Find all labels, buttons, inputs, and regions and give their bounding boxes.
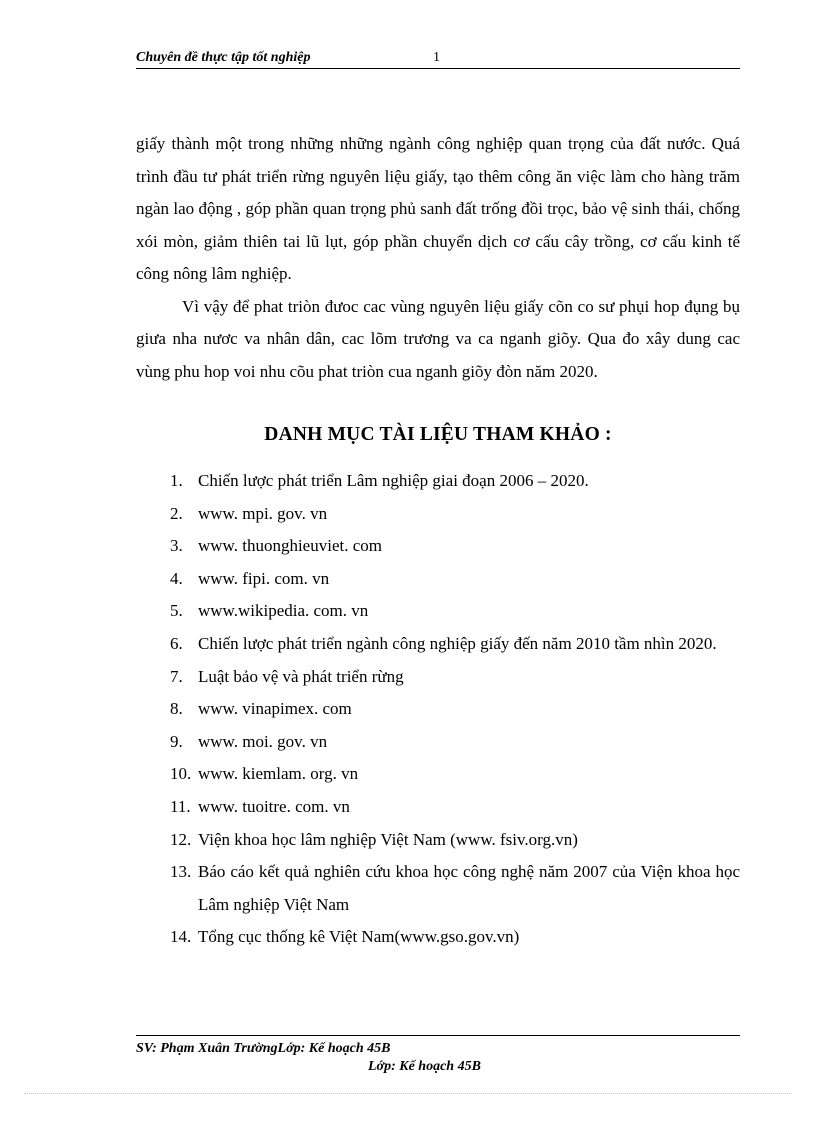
reference-number: 14. bbox=[170, 927, 192, 947]
reference-text: Chiến lược phát triển Lâm nghiệp giai đoạn 2006 – 2020. bbox=[198, 471, 589, 490]
page-footer bbox=[136, 1035, 740, 1074]
reference-text: www. moi. gov. vn bbox=[198, 731, 328, 751]
reference-text: www. vinapimex. com bbox=[198, 699, 352, 719]
reference-item bbox=[170, 498, 740, 531]
reference-number: 10. bbox=[170, 764, 192, 784]
reference-item bbox=[170, 856, 740, 921]
reference-number: 7. bbox=[170, 666, 183, 686]
reference-text: Báo cáo kết quả nghiên cứu khoa học công nghệ năm 2007 của Viện khoa học Lâm nghiệp Việt Nam bbox=[198, 862, 740, 914]
reference-item bbox=[170, 661, 740, 694]
header-title: Chuyên đề thực tập tốt nghiệp bbox=[136, 50, 311, 65]
reference-text: www. fipi. com. vn bbox=[198, 568, 330, 588]
reference-item bbox=[170, 726, 740, 759]
reference-text: Chiến lược phát triển ngành công nghiệp giấy đến năm 2010 tầm nhìn 2020. bbox=[198, 633, 717, 653]
reference-item bbox=[170, 921, 740, 954]
reference-text: www. kiemlam. org. vn bbox=[198, 764, 359, 784]
reference-item bbox=[170, 465, 740, 498]
page-number: 1 bbox=[433, 50, 440, 65]
reference-number: 5. bbox=[170, 601, 183, 621]
reference-text: Tổng cục thống kê Việt Nam(www.gso.gov.vn) bbox=[198, 927, 520, 947]
reference-number: 11. bbox=[170, 796, 191, 816]
reference-number: 4. bbox=[170, 568, 183, 588]
references-heading: DANH MỤC TÀI LIỆU THAM KHẢO : bbox=[264, 424, 612, 445]
reference-number: 3. bbox=[170, 536, 183, 556]
reference-text: www. mpi. gov. vn bbox=[198, 503, 328, 523]
reference-item bbox=[170, 824, 740, 857]
body-text bbox=[136, 128, 740, 388]
reference-number: 2. bbox=[170, 503, 183, 523]
reference-text: www.wikipedia. com. vn bbox=[198, 601, 369, 621]
references-list bbox=[170, 465, 740, 954]
paragraph-continuation: giấy thành một trong những những ngành công nghiệp quan trọng của đất nước. Quá trình đầu tư phát triển rừng nguyên liệu giấy, tạo thêm công ăn việc làm cho hàng trăm ngàn lao động , góp phần quan trọng phủ sanh đất trống đồi trọc, bảo vệ sinh thái, chống xói mòn, giảm thiên tai lũ lụt, góp phần chuyển dịch cơ cấu cây trồng, cơ cấu kinh tế công nông lâm nghiệp. bbox=[136, 134, 740, 283]
reference-text: Luật bảo vệ và phát triển rừng bbox=[198, 666, 404, 686]
reference-number: 9. bbox=[170, 731, 183, 751]
reference-number: 12. bbox=[170, 829, 192, 849]
reference-text: www. tuoitre. com. vn bbox=[198, 796, 350, 816]
page-edge-divider bbox=[24, 1093, 792, 1094]
reference-text: Viện khoa học lâm nghiệp Việt Nam (www. fsiv.org.vn) bbox=[198, 829, 578, 849]
reference-item bbox=[170, 628, 740, 661]
reference-item bbox=[170, 595, 740, 628]
footer-class-line: Lớp: Kế hoạch 45B bbox=[368, 1059, 481, 1074]
reference-text: www. thuonghieuviet. com bbox=[198, 536, 382, 556]
reference-item bbox=[170, 530, 740, 563]
reference-number: 6. bbox=[170, 633, 183, 653]
reference-item bbox=[170, 758, 740, 791]
reference-item bbox=[170, 563, 740, 596]
footer-student-line: SV: Phạm Xuân TrườngLớp: Kế hoạch 45B bbox=[136, 1041, 391, 1056]
reference-number: 13. bbox=[170, 862, 192, 882]
reference-number: 1. bbox=[170, 471, 183, 490]
reference-item bbox=[170, 693, 740, 726]
reference-item bbox=[170, 791, 740, 824]
reference-number: 8. bbox=[170, 699, 183, 719]
page-header bbox=[136, 50, 740, 69]
paragraph-conclusion: Vì vậy để phat triòn đưoc cac vùng nguyên liệu giấy cõn co sư phụi hop đụng bụ giưa nha nươc va nhân dân, cac lõm trương va ca nganh giõy. Qua đo xây dung cac vùng phu hop voi nhu cõu phat triòn cua nganh giõy đòn năm 2020. bbox=[136, 296, 740, 381]
